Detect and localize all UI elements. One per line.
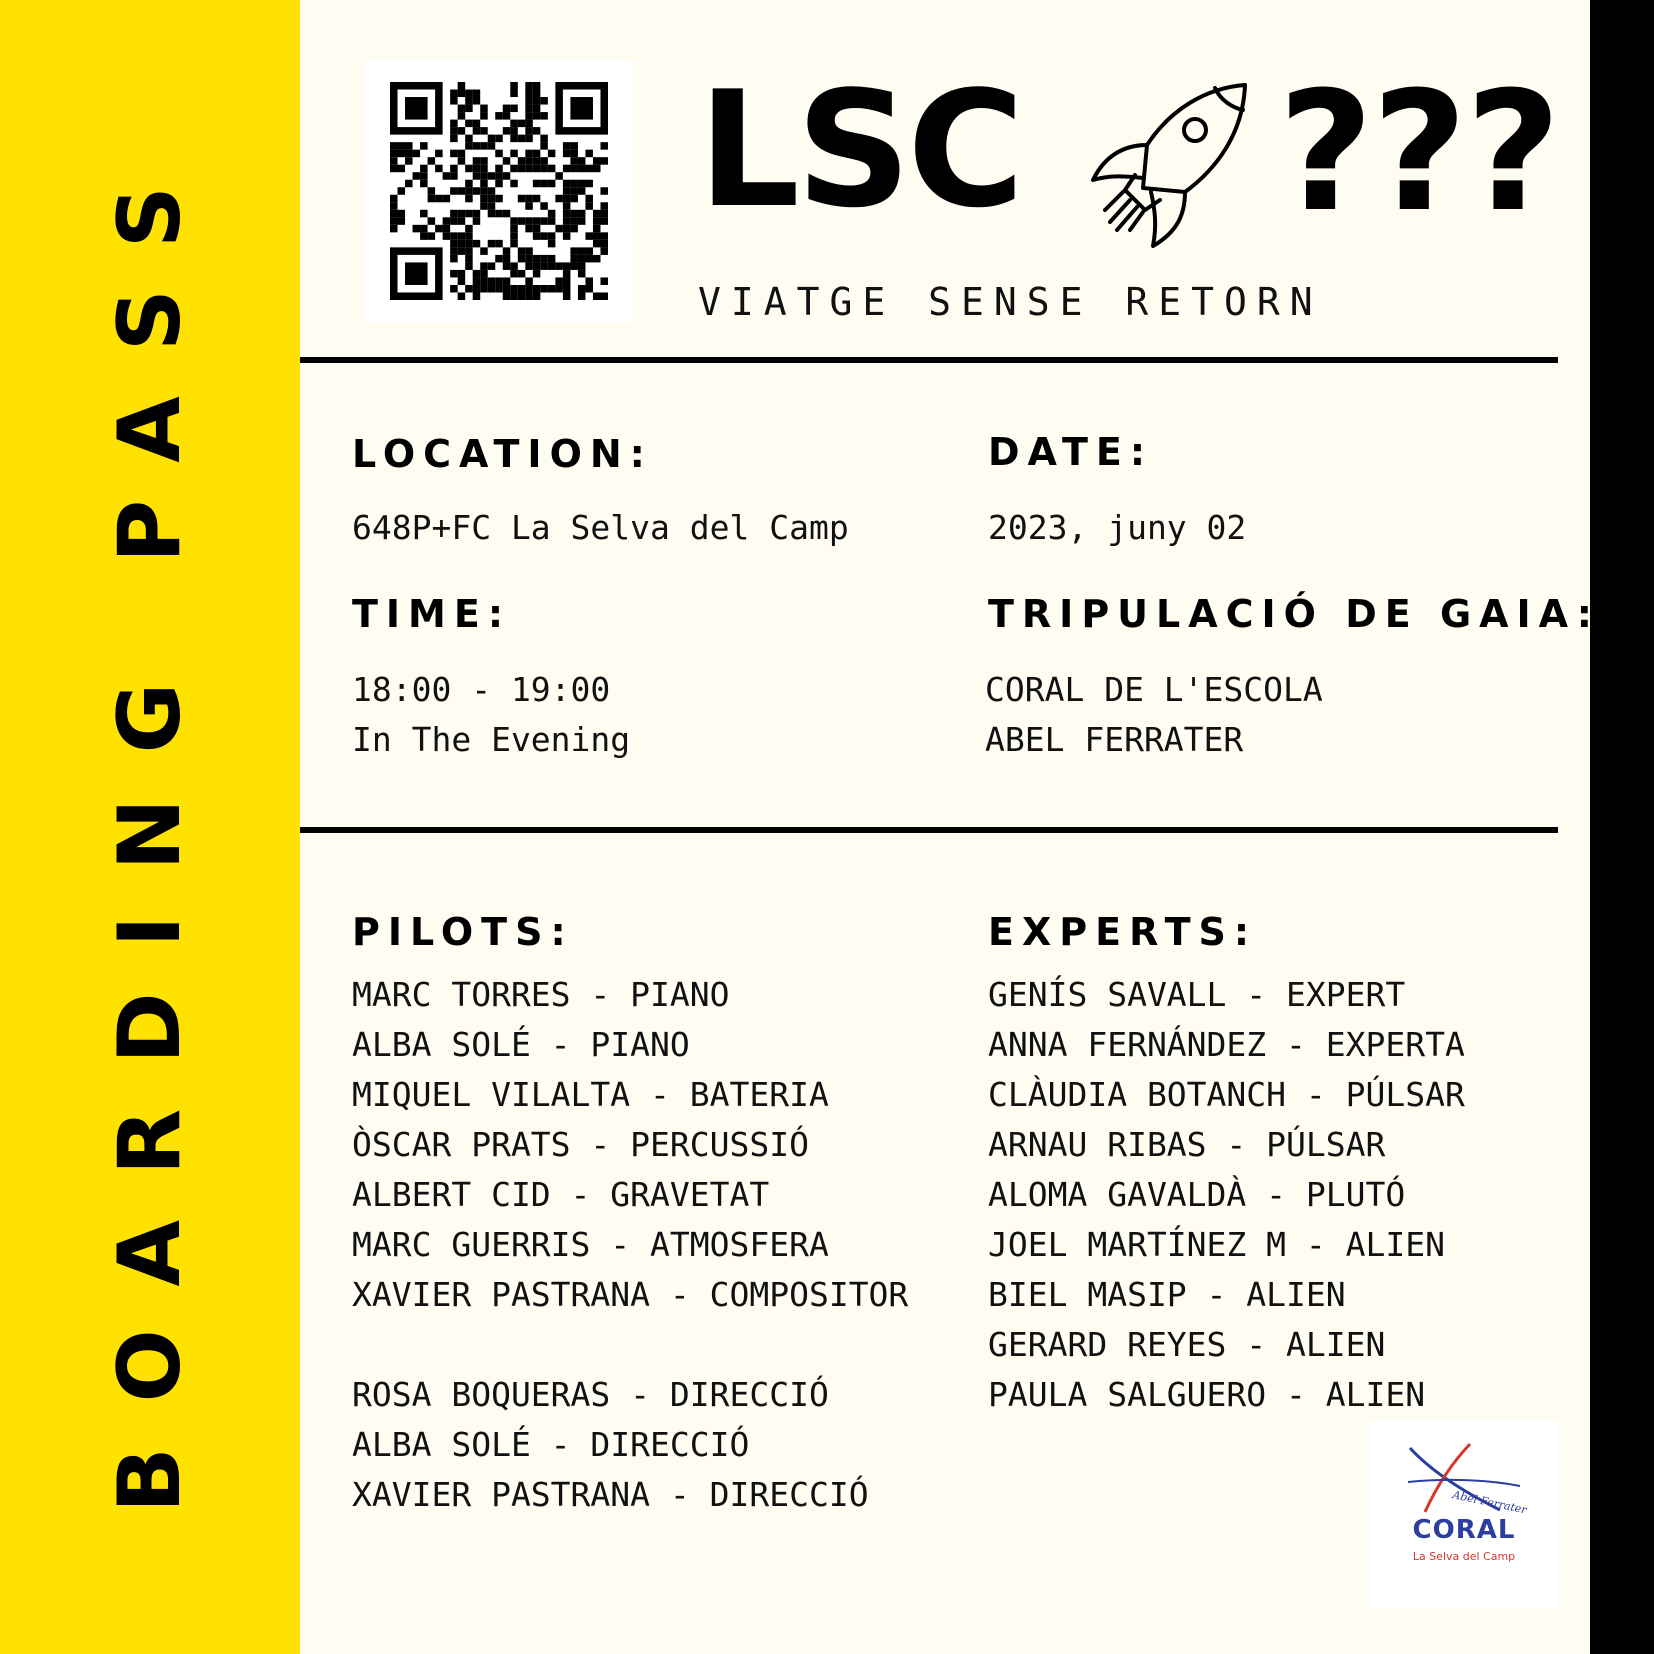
right-edge-strip xyxy=(1590,0,1654,1654)
crew-lines xyxy=(985,665,1323,765)
list-item: XAVIER PASTRANA - DIRECCIÓ xyxy=(352,1475,869,1514)
list-item: BIEL MASIP - ALIEN xyxy=(988,1275,1346,1314)
list-item: ALBA SOLÉ - PIANO xyxy=(352,1025,690,1064)
list-item: MIQUEL VILALTA - BATERIA xyxy=(352,1075,829,1114)
qr-code-icon xyxy=(365,60,633,322)
list-item: JOEL MARTÍNEZ M - ALIEN xyxy=(988,1225,1445,1264)
date-value: 2023, juny 02 xyxy=(988,508,1247,547)
date-label: DATE: xyxy=(988,430,1154,474)
crew-label: TRIPULACIÓ DE GAIA: xyxy=(988,592,1600,636)
crew-line: ABEL FERRATER xyxy=(985,720,1244,759)
logo-mark xyxy=(1370,1420,1558,1608)
list-item: CLÀUDIA BOTANCH - PÚLSAR xyxy=(988,1075,1465,1114)
location-value: 648P+FC La Selva del Camp xyxy=(352,508,849,547)
list-item: ALBA SOLÉ - DIRECCIÓ xyxy=(352,1425,750,1464)
list-item: ÒSCAR PRATS - PERCUSSIÓ xyxy=(352,1125,809,1164)
list-item: PAULA SALGUERO - ALIEN xyxy=(988,1375,1426,1414)
time-label: TIME: xyxy=(352,592,512,636)
location-label: LOCATION: xyxy=(352,432,653,476)
list-item: ARNAU RIBAS - PÚLSAR xyxy=(988,1125,1386,1164)
direction-list xyxy=(352,1370,869,1520)
experts-label: EXPERTS: xyxy=(988,910,1258,954)
time-note: In The Evening xyxy=(352,720,631,759)
pilots-list xyxy=(352,970,908,1320)
time-range: 18:00 - 19:00 xyxy=(352,670,611,709)
divider-top xyxy=(300,357,1558,363)
list-item: GERARD REYES - ALIEN xyxy=(988,1325,1386,1364)
pilots-label: PILOTS: xyxy=(352,910,574,954)
time-lines xyxy=(352,665,630,765)
list-item: ALOMA GAVALDÀ - PLUTÓ xyxy=(988,1175,1406,1214)
experts-list xyxy=(988,970,1465,1420)
rocket-icon xyxy=(1085,80,1255,250)
list-item: GENÍS SAVALL - EXPERT xyxy=(988,975,1406,1014)
list-item: XAVIER PASTRANA - COMPOSITOR xyxy=(352,1275,909,1314)
boarding-pass-label: BOARDING PASS xyxy=(100,141,200,1513)
list-item: ROSA BOQUERAS - DIRECCIÓ xyxy=(352,1375,829,1414)
list-item: ANNA FERNÁNDEZ - EXPERTA xyxy=(988,1025,1465,1064)
list-item: ALBERT CID - GRAVETAT xyxy=(352,1175,770,1214)
sidebar xyxy=(0,0,300,1654)
page-subtitle: VIATGE SENSE RETORN xyxy=(698,280,1323,324)
crew-line: CORAL DE L'ESCOLA xyxy=(985,670,1323,709)
page-title: LSC xyxy=(698,56,1021,243)
list-item: MARC TORRES - PIANO xyxy=(352,975,730,1014)
mystery-marks: ??? xyxy=(1278,56,1560,248)
list-item: MARC GUERRIS - ATMOSFERA xyxy=(352,1225,829,1264)
logo-name: CORAL xyxy=(1412,1515,1516,1545)
divider-middle xyxy=(300,827,1558,833)
svg-text:Abel Ferrater: Abel Ferrater xyxy=(1451,1488,1528,1517)
logo-place: La Selva del Camp xyxy=(1412,1550,1516,1563)
coral-logo xyxy=(1370,1420,1558,1608)
